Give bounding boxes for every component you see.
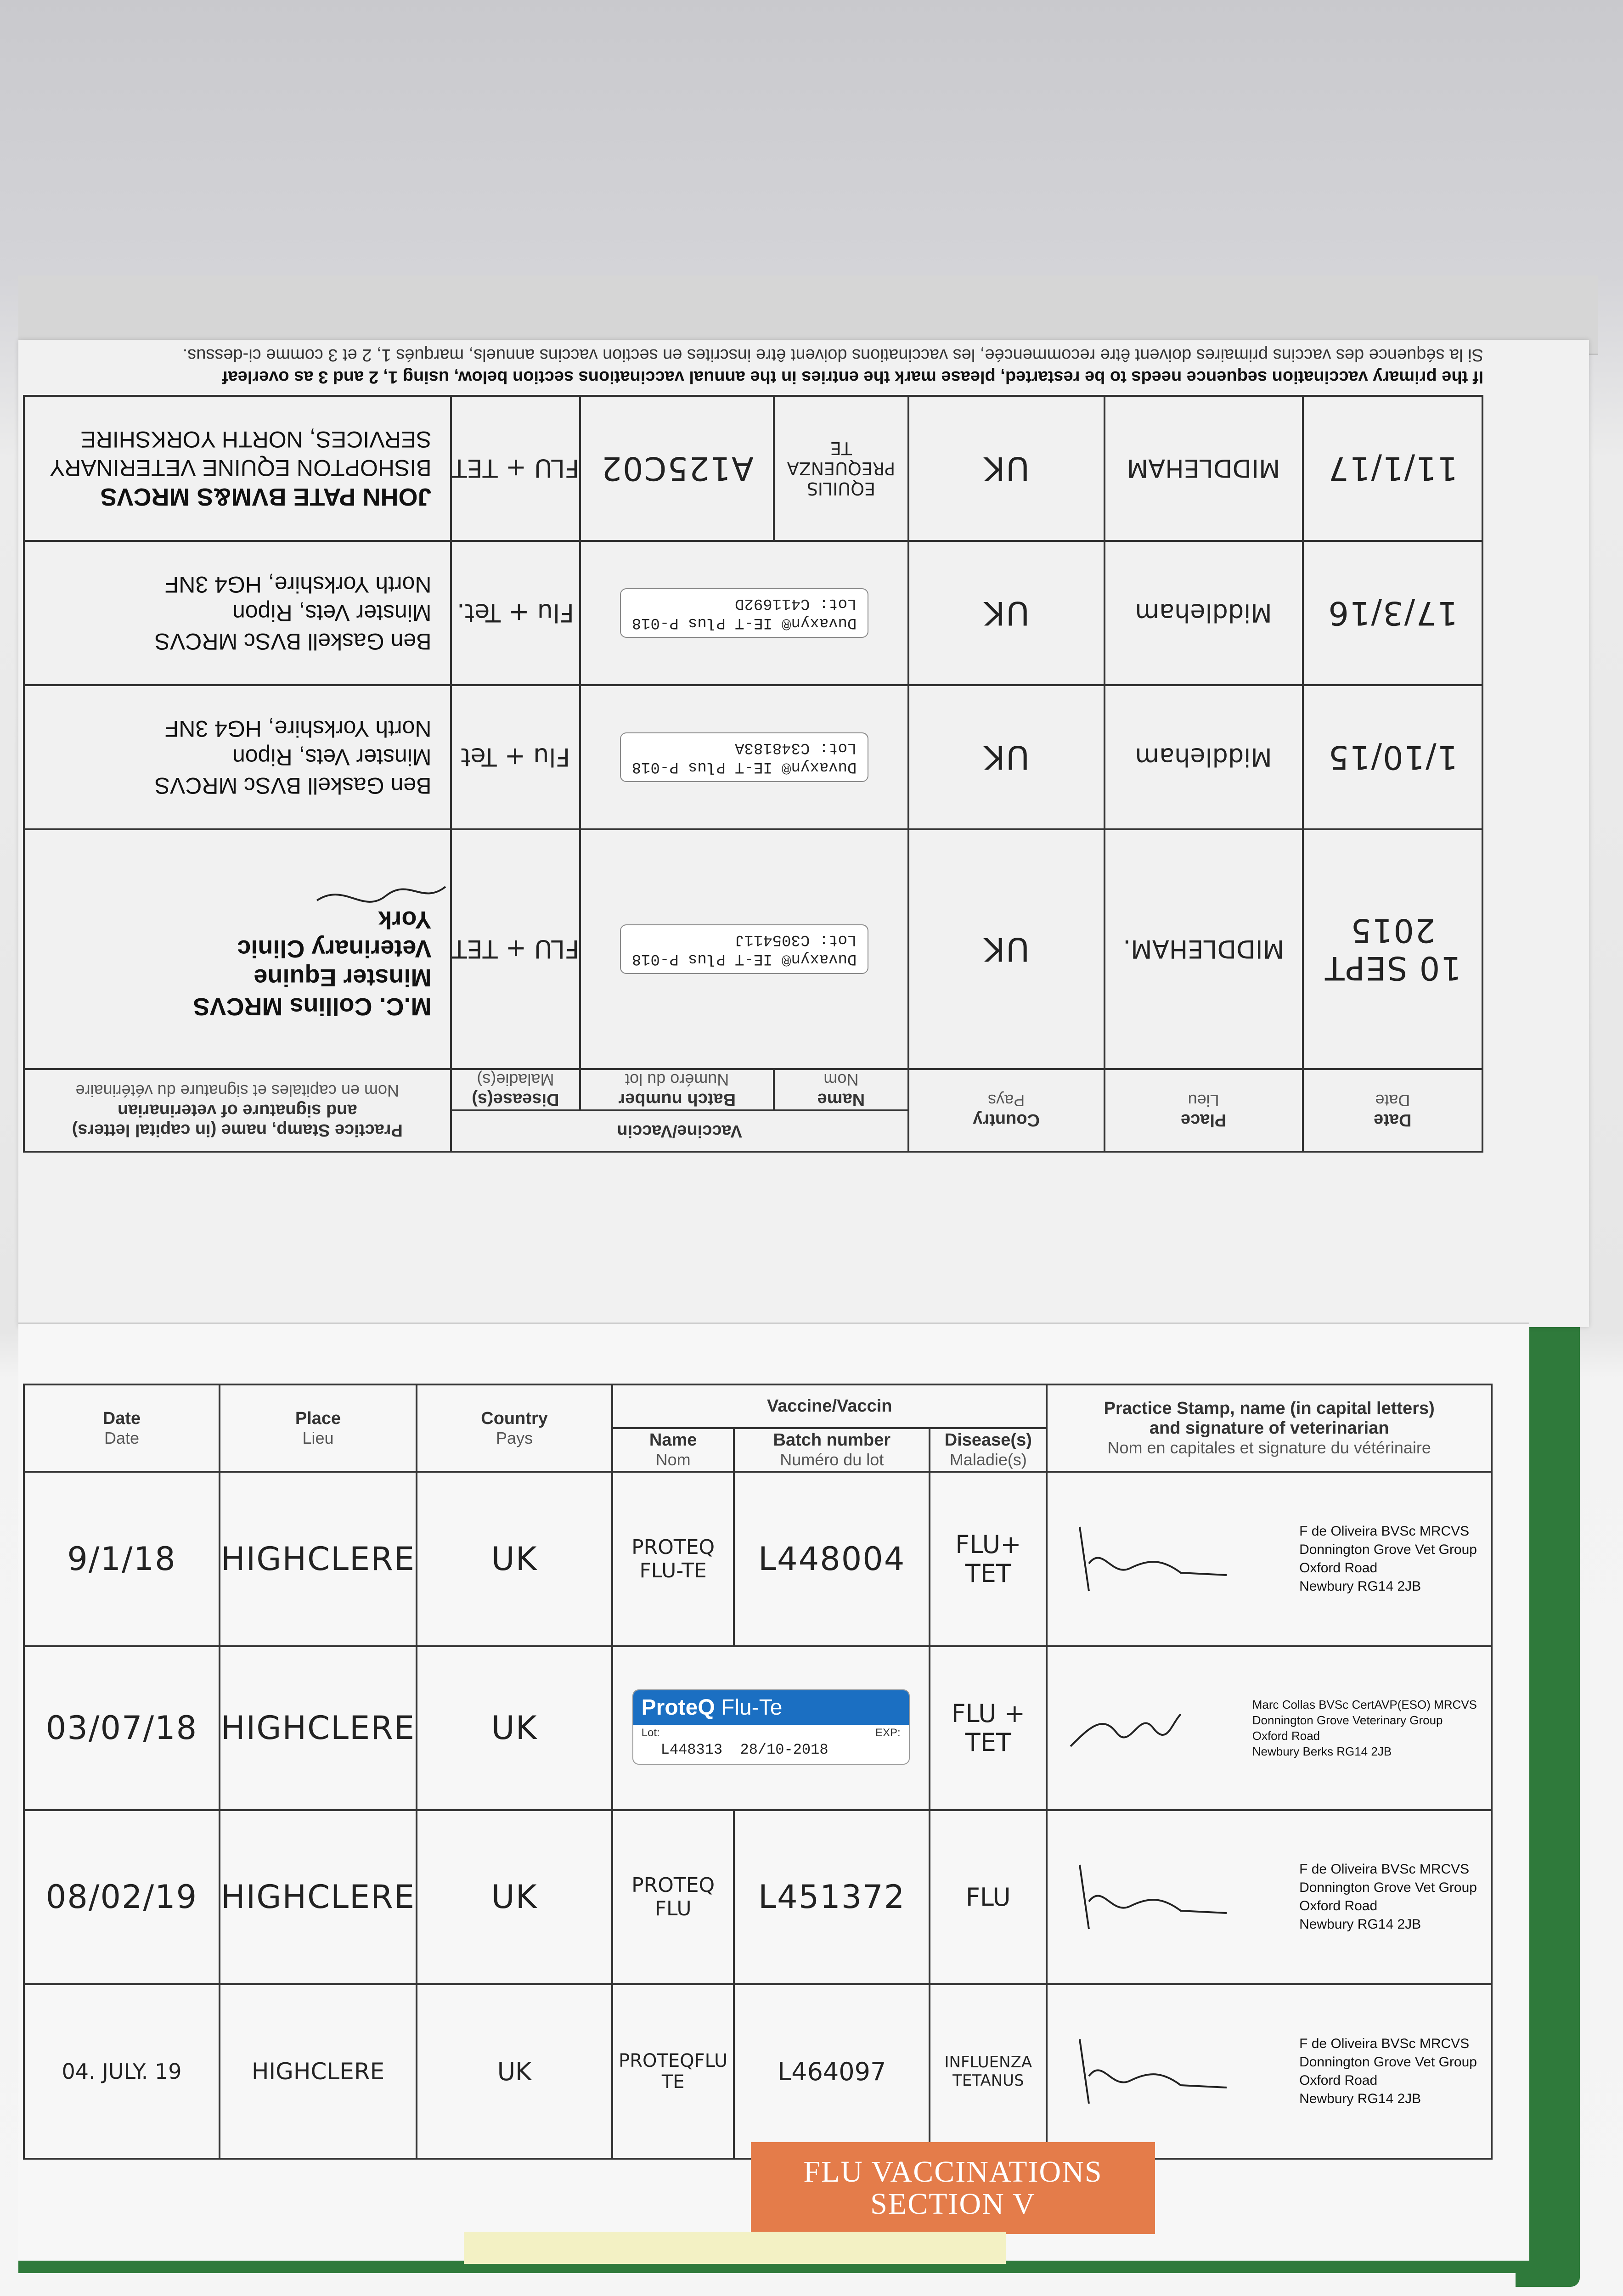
disease-cell: FLU+ TET — [930, 1472, 1047, 1646]
header-place: Place Lieu — [220, 1384, 417, 1472]
header-name: Name Nom — [774, 1069, 908, 1110]
place-cell: MIDDLEHAM — [1105, 396, 1303, 541]
country-cell: UK — [417, 1472, 612, 1646]
date-cell: 17/3/16 — [1303, 541, 1482, 685]
country-cell: UK — [908, 829, 1105, 1069]
lower-page — [18, 1322, 1529, 2261]
signature-image — [1061, 1518, 1236, 1600]
country-cell: UK — [417, 1984, 612, 2159]
disease-cell: FLU — [930, 1810, 1047, 1985]
batch-cell: L464097 — [734, 1984, 930, 2159]
header-country: Country Pays — [908, 1069, 1105, 1152]
table-row — [24, 1984, 1492, 2159]
place-cell: MIDDLEHAM. — [1105, 829, 1303, 1069]
restart-note: If the primary vaccination sequence needs to be restarted, please mark the entries in the annual vaccinations section below, using 1, 2 and 3 as overleaf Si la séquence des vaccins primaires doivent être recommencée, les vaccinations doivent être inscrites en section vaccins annuels, marqués 1, 2 et 3 comme ci-dessus. — [182, 345, 1483, 387]
country-cell: UK — [417, 1646, 612, 1810]
table-row — [24, 1646, 1492, 1810]
header-disease: Disease(s) Maladie(s) — [451, 1069, 580, 1110]
batch-label: Duvaxyn® IE-T Plus P-018 Lot: C305411J — [580, 829, 908, 1069]
date-cell: 9/1/18 — [24, 1472, 220, 1646]
country-cell: UK — [908, 685, 1105, 829]
header-batch: Batch number Numéro du lot — [734, 1428, 930, 1472]
table-row — [24, 829, 1482, 1069]
place-cell: Middleham — [1105, 541, 1303, 685]
date-cell: 04. JULY. 19 — [24, 1984, 220, 2159]
header-date: Date Date — [1303, 1069, 1482, 1152]
country-cell: UK — [908, 396, 1105, 541]
batch-cell: L451372 — [734, 1810, 930, 1985]
name-cell: PROTEQFLU TE — [612, 1984, 734, 2159]
table-row — [24, 396, 1482, 541]
stamp-cell: Marc Collas BVSc CertAVP(ESO) MRCVS Donnington Grove Veterinary Group Oxford Road Newbury Berks RG14 2JB — [1047, 1646, 1492, 1810]
header-stamp: Practice Stamp, name (in capital letters) and signature of veterinarian Nom en capitales et signature du vétérinaire — [1047, 1384, 1492, 1472]
header-disease: Disease(s) Maladie(s) — [930, 1428, 1047, 1472]
stamp-cell: M.C. Collins MRCVS Minster Equine Veterinary Clinic York — [24, 829, 451, 1069]
signature-image — [1061, 2030, 1236, 2113]
table-row — [24, 685, 1482, 829]
stamp-cell: JOHN PATE BVM&S MRCVS BISHOPTON EQUINE VETERINARY SERVICES, NORTH YORKSHIRE — [24, 396, 451, 541]
page-tab — [464, 2232, 1006, 2264]
date-cell: 08/02/19 — [24, 1810, 220, 1985]
name-cell: PROTEQ FLU-TE — [612, 1472, 734, 1646]
place-cell: HIGHCLERE — [220, 1472, 417, 1646]
batch-cell: L448004 — [734, 1472, 930, 1646]
header-country: Country Pays — [417, 1384, 612, 1472]
stamp-cell: F de Oliveira BVSc MRCVS Donnington Grove Vet Group Oxford Road Newbury RG14 2JB — [1047, 1810, 1492, 1985]
stamp-cell: F de Oliveira BVSc MRCVS Donnington Grove Vet Group Oxford Road Newbury RG14 2JB — [1047, 1984, 1492, 2159]
batch-cell: A125C02 — [580, 396, 774, 541]
disease-cell: FLU + TET — [451, 396, 580, 541]
place-cell: HIGHCLERE — [220, 1984, 417, 2159]
header-vaccine: Vaccine/Vaccin — [612, 1384, 1047, 1428]
stamp-cell: F de Oliveira BVSc MRCVS Donnington Grove Vet Group Oxford Road Newbury RG14 2JB — [1047, 1472, 1492, 1646]
lower-vaccination-table — [23, 1384, 1493, 2160]
upper-page-upside-down — [18, 340, 1589, 1327]
header-batch: Batch number Numéro du lot — [580, 1069, 774, 1110]
place-cell: Middleham — [1105, 685, 1303, 829]
batch-label: Duvaxyn® IE-T Plus P-018 Lot: C348183A — [580, 685, 908, 829]
country-cell: UK — [908, 541, 1105, 685]
header-vaccine: Vaccine/Vaccin — [451, 1110, 908, 1152]
table-row — [24, 541, 1482, 685]
disease-cell: FLU + TET — [451, 829, 580, 1069]
stamp-cell: Ben Gaskell BVSc MRCVS Minster Vets, Ripon North Yorkshire, HG4 3NF — [24, 541, 451, 685]
section-label: FLU VACCINATIONS SECTION V — [751, 2142, 1155, 2234]
header-stamp: Practice Stamp, name (in capital letters) and signature of veterinarian Nom en capitales et signature du vétérinaire — [24, 1069, 451, 1152]
upper-vaccination-table — [23, 395, 1483, 1153]
stamp-cell: Ben Gaskell BVSc MRCVS Minster Vets, Ripon North Yorkshire, HG4 3NF — [24, 685, 451, 829]
proteq-batch-label: ProteQ Flu-Te Lot: EXP: L448313 28/10-2018 — [612, 1646, 930, 1810]
signature-image — [1061, 1856, 1236, 1938]
date-cell: 11/1/17 — [1303, 396, 1482, 541]
date-cell: 03/07/18 — [24, 1646, 220, 1810]
date-cell: 10 SEPT 2015 — [1303, 829, 1482, 1069]
date-cell: 1/10/15 — [1303, 685, 1482, 829]
header-name: Name Nom — [612, 1428, 734, 1472]
disease-cell: INFLUENZA TETANUS — [930, 1984, 1047, 2159]
upper-page-content — [18, 340, 1589, 1327]
signature-image — [1061, 1696, 1190, 1760]
batch-label: Duvaxyn® IE-T Plus P-018 Lot: C411692D — [580, 541, 908, 685]
header-date: Date Date — [24, 1384, 220, 1472]
signature-image — [312, 878, 450, 905]
table-row — [24, 1810, 1492, 1985]
place-cell: HIGHCLERE — [220, 1810, 417, 1985]
place-cell: HIGHCLERE — [220, 1646, 417, 1810]
name-cell: EQUILIS PREQUENZA TE — [774, 396, 908, 541]
country-cell: UK — [417, 1810, 612, 1985]
disease-cell: FLU + TET — [930, 1646, 1047, 1810]
name-cell: PROTEQ FLU — [612, 1810, 734, 1985]
header-place: Place Lieu — [1105, 1069, 1303, 1152]
disease-cell: Flu + Tet — [451, 685, 580, 829]
table-row — [24, 1472, 1492, 1646]
disease-cell: Flu + Tet. — [451, 541, 580, 685]
